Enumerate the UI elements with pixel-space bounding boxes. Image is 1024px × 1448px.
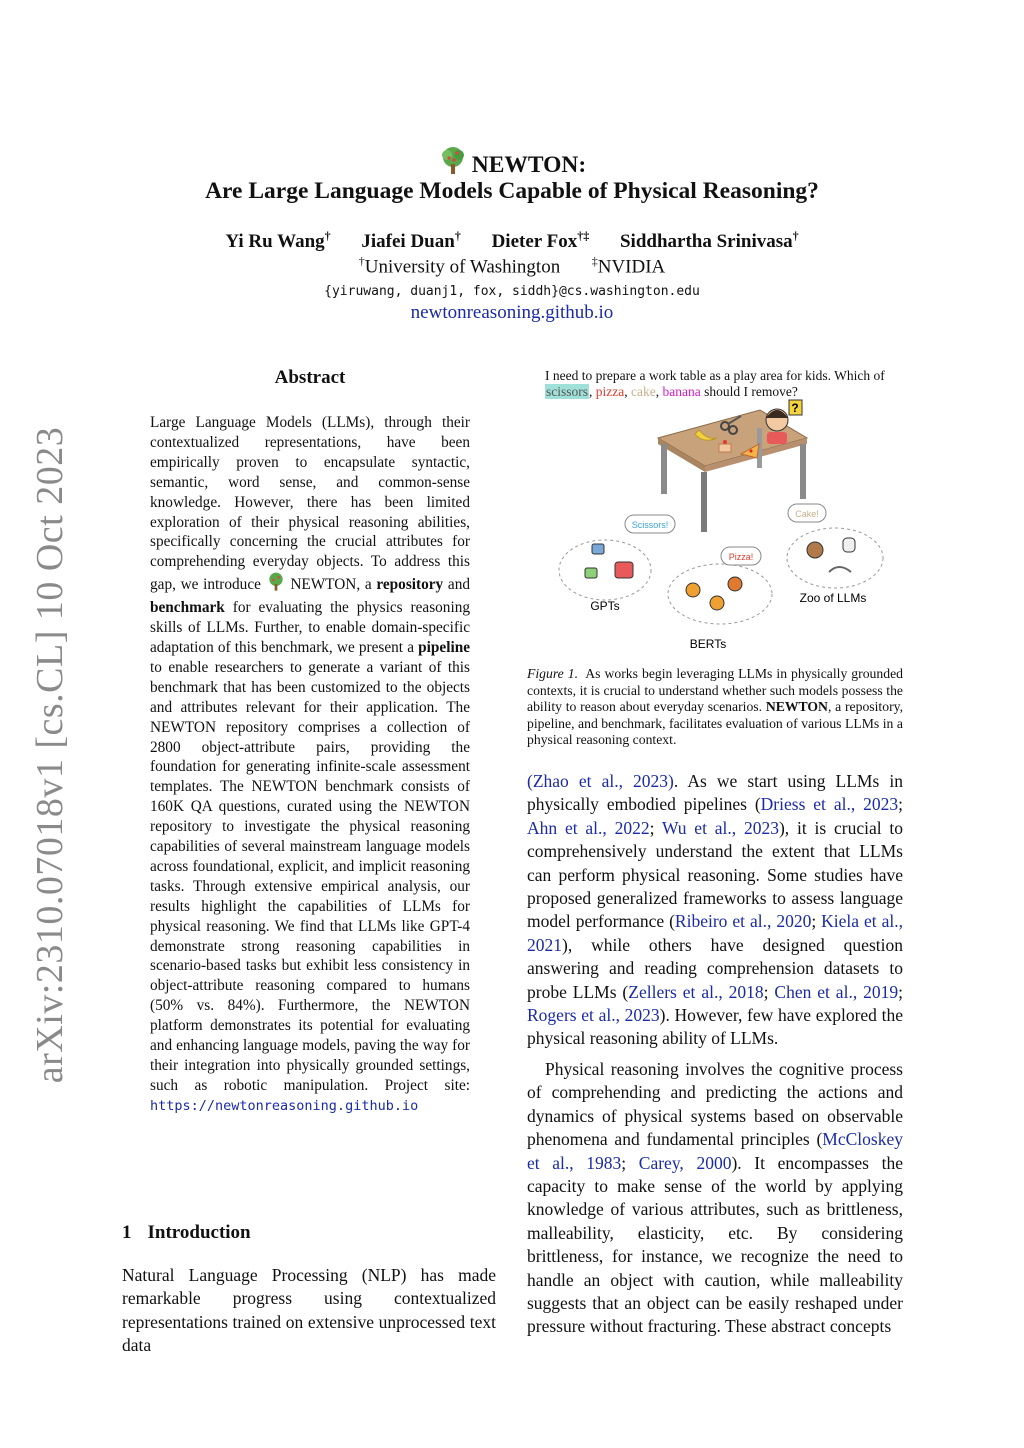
section-heading-introduction: 1 Introduction [122,1222,251,1243]
figure-1-svg [545,398,905,656]
intro-column-2 [527,770,903,1339]
gpt-bubble-text: Scissors! [631,520,669,530]
zoo-label: Zoo of LLMs [799,591,867,605]
author-1: Yi Ru Wang† [225,229,331,253]
arxiv-sidebar-stamp [20,426,80,1084]
abstract-body: Large Language Models (LLMs), through their contextualized representations, have been empirically proven to encapsulate syntactic, semantic, word sense, and common-sense knowledge. However, there has been limited exploration of their physical reasoning abilities, specifically concerning the crucial attributes for comprehending everyday objects. To address this gap, we introduce NEWTON, a repository and benchmark for evaluating the physics reasoning skills of LLMs. Further, to enable domain-specific adaptation of this benchmark, we present a pipeline to enable researchers to generate a variant of this benchmark that has been customized to the objects and attributes relevant for their application. The NEWTON repository comprises a collection of 2800 object-attribute pairs, providing the foundation for generating infinite-scale assessment templates. The NEWTON benchmark consists of 160K QA questions, curated using the NEWTON repository to investigate the physical reasoning capabilities of several mainstream language models across foundational, explicit, and implicit reasoning tasks. Through extensive empirical analysis, our results highlight the capabilities of LLMs for physical reasoning. We find that LLMs like GPT-4 demonstrate strong reasoning capabilities in scenario-based tasks but exhibit less consistency in object-attribute reasoning compared to humans (50% vs. 84%). Furthermore, the NEWTON platform demonstrates its potential for evaluating and enhancing language models, paving the way for their integration into physically grounded settings, such as robotic manipulation. Project site: https://newtonreasoning.github.io [150,414,470,1114]
bert-bubble-text: Pizza! [728,552,754,562]
zoo-cloud [787,528,883,588]
intro-paragraph-continued: (Zhao et al., 2023). As we start using LLMs in physically embodied pipelines (Driess et al., 2023; Ahn et al., 2022; Wu et al., 2023), it is crucial to comprehensively understand the extent that LLMs can perform physical reasoning. Some studies have proposed generalized frameworks to assess language model performance (Ribeiro et al., 2020; Kiela et al., 2021), while others have designed question answering and reading comprehension datasets to probe LLMs (Zellers et al., 2018; Chen et al., 2019; Rogers et al., 2023). However, few have explored the physical reasoning ability of LLMs. [527,771,904,1049]
affiliations: †University of Washington ‡NVIDIA [358,254,666,278]
physical-reasoning-paragraph: Physical reasoning involves the cognitive process of comprehending and predicting the actions and dynamics of physical systems based on observable phenomena and fundamental principles (McCloskey et al., 1983; Carey, 2000). It encompasses the capacity to make sense of the world by applying knowledge of various attributes, such as brittleness, malleability, elasticity, etc. By considering brittleness, for instance, we recognize the need to handle an object with caution, while malleability suggests that an object can be easily reshaped under pressure without fracturing. These abstract concepts [527,1058,903,1337]
abstract-heading: Abstract [274,367,346,388]
abstract-url-link[interactable]: https://newtonreasoning.github.io [150,1097,419,1114]
berts-label: BERTs [689,637,727,651]
figure-1-caption: Figure 1. As works begin leveraging LLMs in physically grounded contexts, it is crucial to understand whether such models possess the ability to reason about everyday scenarios. NEWTON, a repository, pipeline, and benchmark, facilitates evaluation of various LLMs in a physical reasoning context. [527,666,904,748]
author-emails: {yiruwang, duanj1, fox, siddh}@cs.washington.edu [324,284,700,299]
gpt-cloud [559,540,651,600]
introduction-paragraph: Natural Language Processing (NLP) has made remarkable progress using contextualized representations trained on extensive unprocessed text data [122,1265,496,1356]
author-3: Dieter Fox†‡ [491,229,590,253]
arxiv-identifier: arXiv:2310.07018v1 [cs.CL] 10 Oct 2023 [29,426,71,1084]
zoo-bubble-text: Cake! [795,509,819,519]
bert-cloud [668,564,772,624]
tree-inline-icon [266,572,286,598]
gpts-label: GPTs [590,599,620,613]
paper-title-line2: Are Large Language Models Capable of Physical Reasoning? [205,178,819,204]
author-2: Jiafei Duan† [361,229,461,253]
figure-prompt: I need to prepare a work table as a play area for kids. Which of scissors, pizza, cake, banana should I remove? [545,368,885,399]
question-mark-badge: ? [791,401,799,415]
author-4: Siddhartha Srinivasa† [619,229,799,253]
paper-title-line1: NEWTON: [0,146,1024,183]
author-list [0,229,1024,253]
project-website-link[interactable]: newtonreasoning.github.io [410,302,614,323]
figure-1-illustration [545,398,905,656]
